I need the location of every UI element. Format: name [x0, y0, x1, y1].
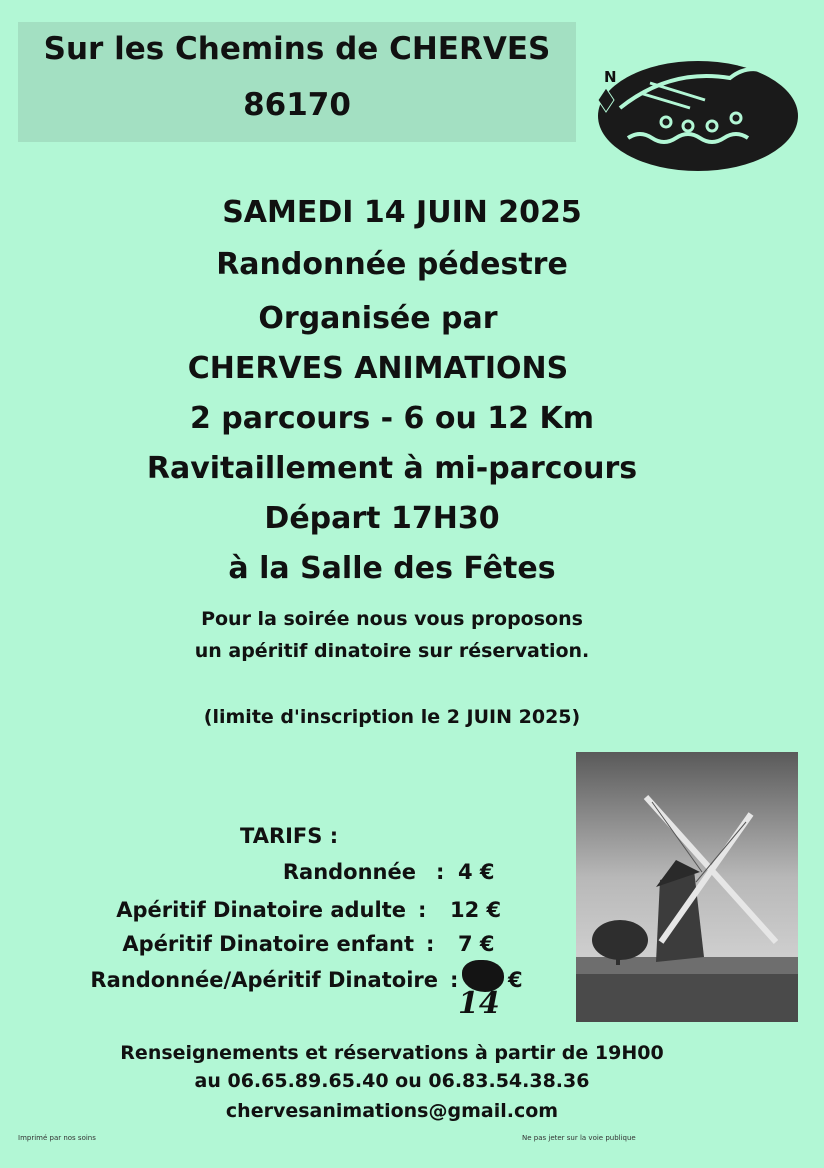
tarif-price-randonnee: 4 €	[458, 860, 495, 884]
organiser-name: CHERVES ANIMATIONS	[187, 351, 569, 386]
organised-by: Organisée par	[258, 301, 498, 336]
handwritten-price: 14	[458, 986, 500, 1021]
tarif-price-aperitif-enfant: 7 €	[458, 932, 495, 956]
tarif-label-combo: Randonnée/Apéritif Dinatoire	[90, 968, 438, 992]
compass-letter: N	[604, 68, 617, 86]
phone-numbers: au 06.65.89.65.40 ou 06.83.54.38.36	[194, 1070, 590, 1092]
poster-title: Sur les Chemins de CHERVES	[43, 31, 551, 67]
tarif-sep: :	[450, 968, 459, 992]
fineprint-right: Ne pas jeter sur la voie publique	[522, 1134, 636, 1142]
fineprint-left: Imprimé par nos soins	[18, 1134, 96, 1142]
routes-info: 2 parcours - 6 ou 12 Km	[189, 401, 594, 436]
tarifs-heading: TARIFS :	[240, 824, 339, 848]
venue: à la Salle des Fêtes	[228, 551, 556, 586]
event-date: SAMEDI 14 JUIN 2025	[222, 195, 582, 230]
tarif-price-combo-currency: €	[508, 968, 523, 992]
tarif-label-aperitif-adulte: Apéritif Dinatoire adulte	[116, 898, 406, 922]
contact-email: chervesanimations@gmail.com	[225, 1100, 559, 1122]
refreshment-info: Ravitaillement à mi-parcours	[146, 451, 638, 486]
contact-info: Renseignements et réservations à partir de 19H00	[120, 1042, 664, 1064]
tarif-sep: :	[418, 898, 427, 922]
evening-line-1: Pour la soirée nous vous proposons	[201, 608, 583, 630]
windmill-photo	[576, 752, 798, 1022]
event-type: Randonnée pédestre	[216, 247, 568, 282]
tarif-price-aperitif-adulte: 12 €	[450, 898, 502, 922]
postal-code: 86170	[243, 87, 351, 123]
evening-line-2: un apéritif dinatoire sur réservation.	[194, 640, 590, 662]
tarif-sep: :	[436, 860, 445, 884]
tarif-label-randonnee: Randonnée	[282, 860, 416, 884]
departure-time: Départ 17H30	[264, 501, 500, 536]
hiking-boot-icon	[580, 48, 802, 174]
tarif-label-aperitif-enfant: Apéritif Dinatoire enfant	[122, 932, 414, 956]
registration-deadline: (limite d'inscription le 2 JUIN 2025)	[203, 706, 581, 728]
tarif-sep: :	[426, 932, 435, 956]
